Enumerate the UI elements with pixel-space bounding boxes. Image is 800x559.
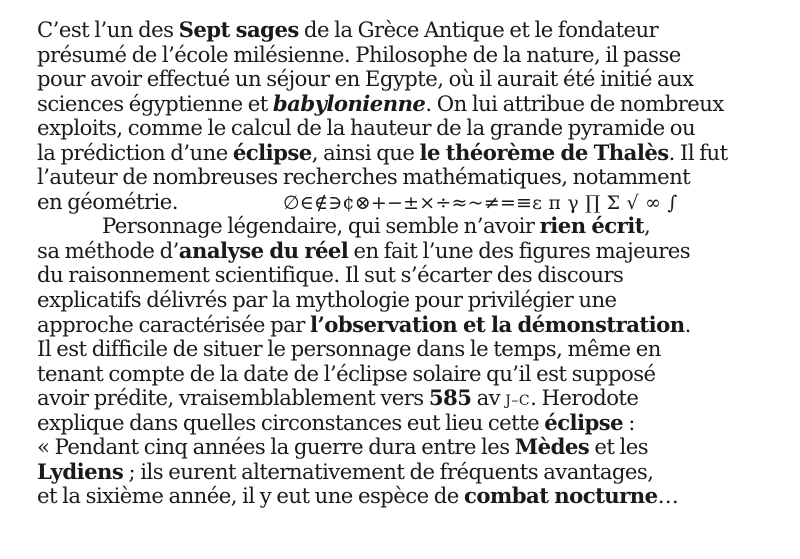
text-run: : [623,409,635,435]
text-run: et les [589,434,649,460]
text-run: . On lui attribue de nombreux [425,90,724,116]
text-run: sciences égyptienne et [37,90,273,116]
text-line: exploits, comme le calcul de la hauteur de la grande pyramide ou [37,115,696,141]
text-run: av [471,385,506,411]
text-line: pour avoir effectué un séjour en Egypte, où il aurait été initié aux [37,66,694,92]
text-run: . [684,311,691,337]
bold-term: rien écrit [539,213,645,239]
text-line: Il est difficile de situer le personnage dans le temps, même en [37,336,661,362]
text-run: explique dans quelles circonstances eut lieu cette [37,409,545,435]
text-line: tenant compte de la date de l’éclipse solaire qu’il est supposé [37,360,656,386]
text-line: présumé de l’école milésienne. Philosophe de la nature, il passe [37,41,681,67]
text-run: « Pendant cinq années la guerre dura entre les [37,434,515,460]
bold-term: 585 [428,385,472,411]
bold-term: Mèdes [514,434,590,460]
text-run: la prédiction d’une [37,139,233,165]
text-line [37,460,782,485]
bold-term: l’observation et la démonstration [309,311,685,337]
text-line [37,18,782,43]
text-line [37,141,782,166]
text-line [37,239,782,264]
text-line: l’auteur de nombreuses recherches mathématiques, notamment [37,164,691,190]
text-run: , ainsi que [311,139,420,165]
text-line [37,484,782,509]
text-line [37,190,782,215]
text-run: C’est l’un des [37,17,179,42]
body-text [37,18,782,509]
text-line [37,214,782,239]
text-run: , [644,213,651,239]
text-line [37,92,782,117]
text-run: et la sixième année, il y eut une espèce de [37,483,464,509]
text-line [37,435,782,460]
bold-term: combat nocturne [463,483,658,509]
text-line [37,411,782,436]
math-symbols: ∅∈∉∋¢⊗+−±×÷≈~≠=≡ε π γ ∏ Σ √ ∞ ∫ [282,191,678,214]
text-line: explicatifs délivrés par la mythologie pour privilégier une [37,287,617,313]
text-run: . Herodote [530,385,639,411]
text-run: en géométrie. [37,188,178,214]
bold-term: éclipse [232,139,312,165]
bold-term: éclipse [544,409,624,435]
small-caps-run: J–C [505,393,531,410]
bold-term: Sept sages [178,17,299,42]
bold-italic-term: babylonienne [272,90,426,116]
text-run: … [657,483,679,509]
text-run: de la Grèce Antique et le fondateur [298,17,659,42]
text-run: Personnage légendaire, qui semble n’avoir [102,213,540,239]
text-run: en fait l’une des figures majeures [348,237,691,263]
bold-term: le théorème de Thalès [419,139,669,165]
text-line [37,386,782,411]
bold-term: analyse du réel [178,237,349,263]
text-line [37,313,782,338]
text-run: sa méthode d’ [37,237,179,263]
text-line: du raisonnement scientifique. Il sut s’écarter des discours [37,262,624,288]
text-run: avoir prédite, vraisemblablement vers [37,385,429,411]
text-run: approche caractérisée par [37,311,310,337]
bold-term: Lydiens [37,458,124,484]
text-run: . Il fut [668,139,728,165]
text-run: ; ils eurent alternativement de fréquents avantages, [123,458,654,484]
